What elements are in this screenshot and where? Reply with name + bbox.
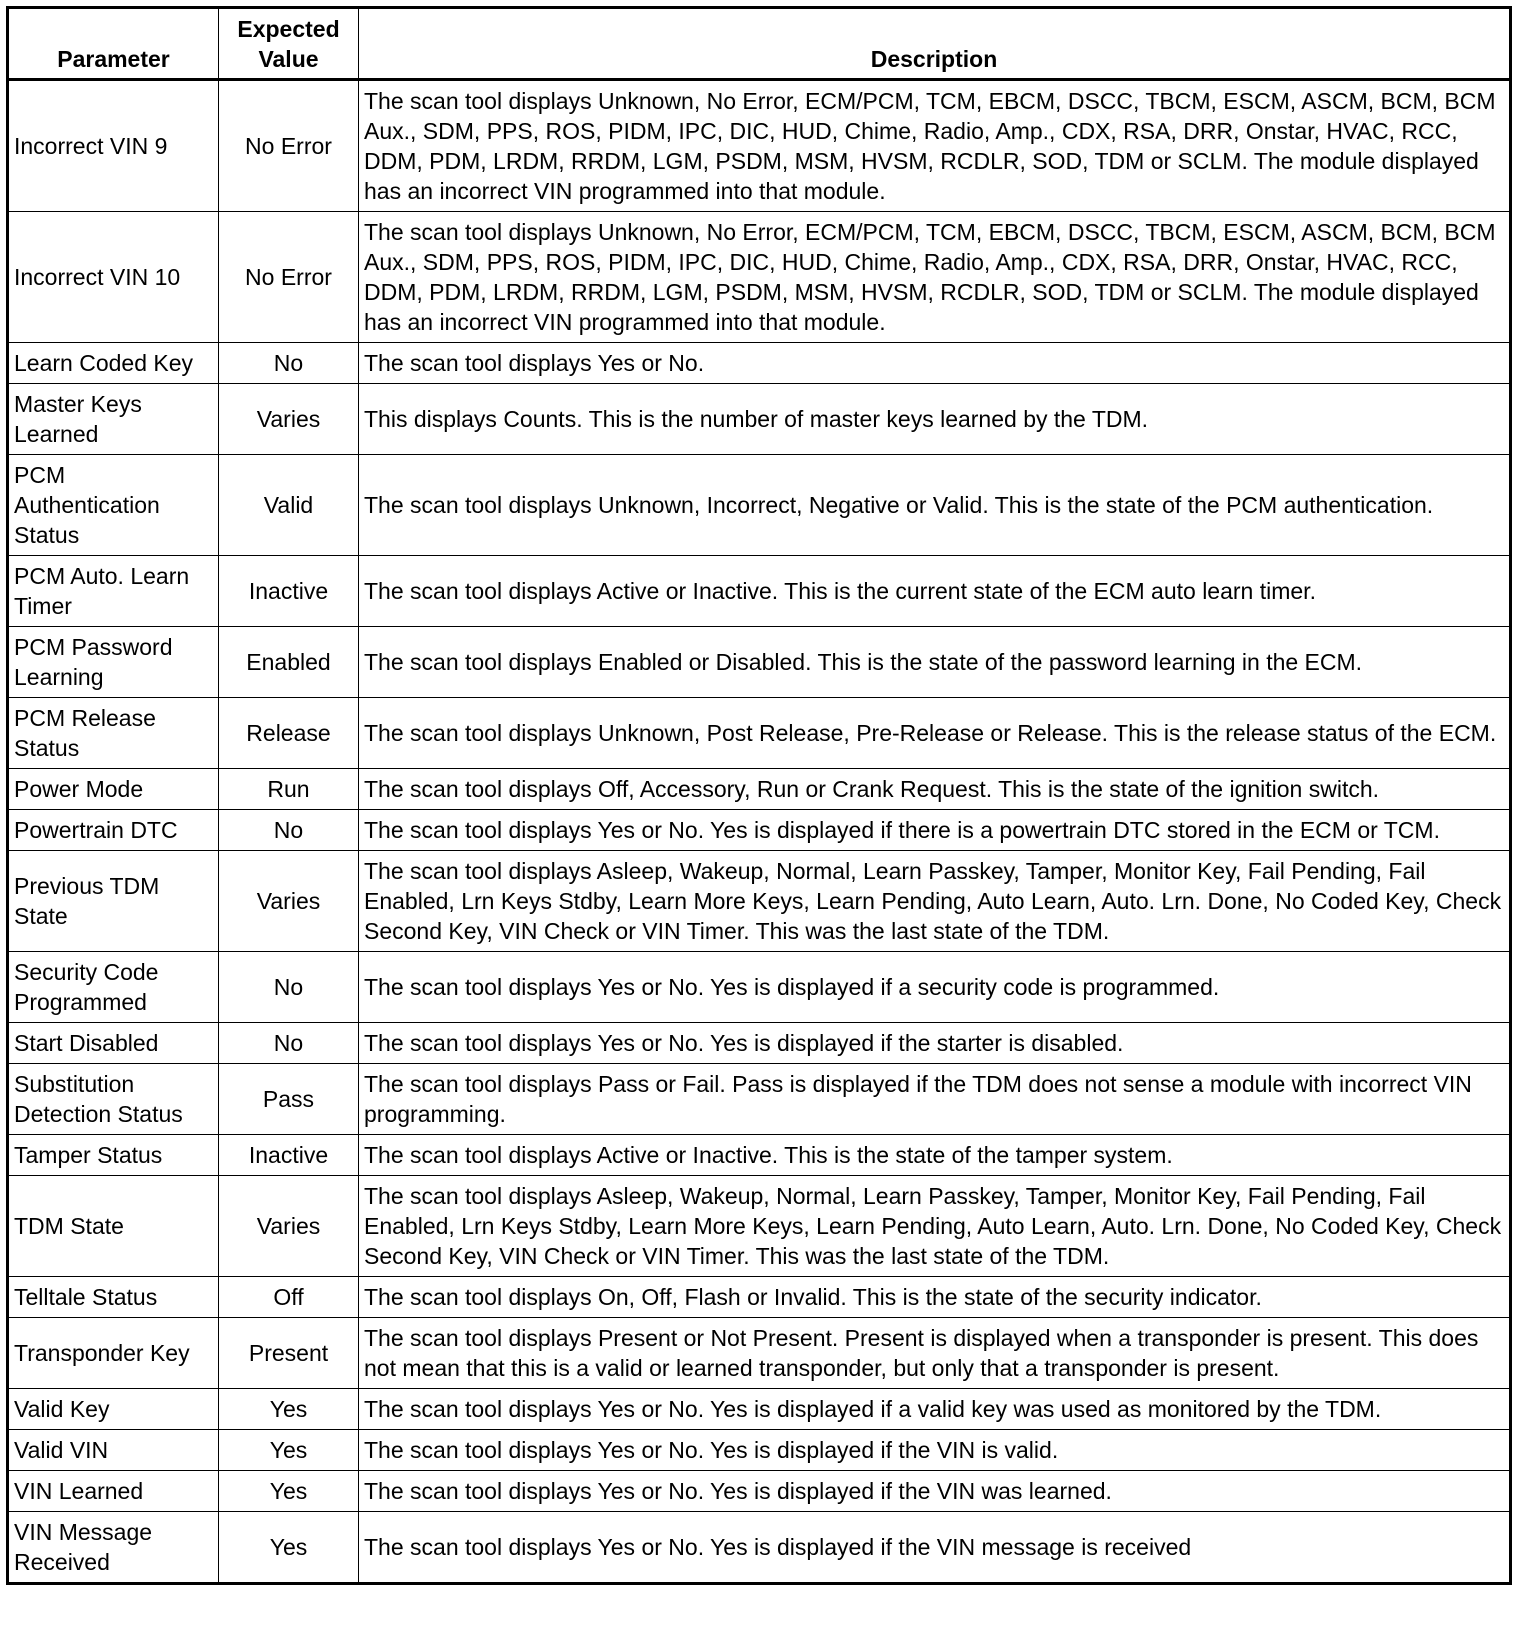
table-row [8,1512,1511,1584]
description-cell: The scan tool displays Pass or Fail. Pass is displayed if the TDM does not sense a module with incorrect VIN programming. [359,1064,1511,1135]
parameter-cell: TDM State [8,1176,219,1277]
expected-value-cell: Varies [219,384,359,455]
description-cell: The scan tool displays Yes or No. [359,343,1511,384]
description-cell: The scan tool displays Present or Not Present. Present is displayed when a transponder is present. This does not mean that this is a valid or learned transponder, but only that a transponder is present. [359,1318,1511,1389]
expected-value-cell: Run [219,769,359,810]
table-row [8,384,1511,455]
expected-value-cell: Inactive [219,1135,359,1176]
header-parameter: Parameter [8,8,219,80]
parameter-cell: Valid Key [8,1389,219,1430]
expected-value-cell: No Error [219,80,359,212]
parameter-cell: Powertrain DTC [8,810,219,851]
parameter-cell: Start Disabled [8,1023,219,1064]
table-row [8,1064,1511,1135]
table-row [8,1430,1511,1471]
table-row [8,1277,1511,1318]
parameter-cell: PCM Auto. Learn Timer [8,556,219,627]
table-row [8,1318,1511,1389]
parameter-cell: VIN Message Received [8,1512,219,1584]
description-cell: The scan tool displays On, Off, Flash or Invalid. This is the state of the security indicator. [359,1277,1511,1318]
table-row [8,627,1511,698]
description-cell: The scan tool displays Yes or No. Yes is displayed if the starter is disabled. [359,1023,1511,1064]
description-cell: The scan tool displays Yes or No. Yes is displayed if the VIN is valid. [359,1430,1511,1471]
table-row [8,1176,1511,1277]
expected-value-cell: No [219,343,359,384]
table-row [8,1135,1511,1176]
description-cell: The scan tool displays Yes or No. Yes is displayed if a security code is programmed. [359,952,1511,1023]
description-cell: The scan tool displays Asleep, Wakeup, Normal, Learn Passkey, Tamper, Monitor Key, Fail Pending, Fail Enabled, Lrn Keys Stdby, Learn More Keys, Learn Pending, Auto Learn, Auto. Lrn. Done, No Coded Key, Check Second Key, VIN Check or VIN Timer. This was the last state of the TDM. [359,851,1511,952]
description-cell: This displays Counts. This is the number of master keys learned by the TDM. [359,384,1511,455]
table-row [8,80,1511,212]
parameter-table [6,6,1512,1585]
expected-value-cell: Enabled [219,627,359,698]
expected-value-cell: Varies [219,1176,359,1277]
parameter-cell: Incorrect VIN 10 [8,212,219,343]
expected-value-cell: Yes [219,1512,359,1584]
description-cell: The scan tool displays Yes or No. Yes is displayed if the VIN message is received [359,1512,1511,1584]
table-row [8,343,1511,384]
expected-value-cell: No [219,810,359,851]
parameter-cell: VIN Learned [8,1471,219,1512]
parameter-cell: Security Code Programmed [8,952,219,1023]
expected-value-cell: No [219,952,359,1023]
expected-value-cell: No [219,1023,359,1064]
header-description: Description [359,8,1511,80]
parameter-cell: PCM Authentication Status [8,455,219,556]
table-row [8,1023,1511,1064]
parameter-cell: Power Mode [8,769,219,810]
parameter-cell: Tamper Status [8,1135,219,1176]
description-cell: The scan tool displays Yes or No. Yes is displayed if the VIN was learned. [359,1471,1511,1512]
description-cell: The scan tool displays Yes or No. Yes is displayed if there is a powertrain DTC stored in the ECM or TCM. [359,810,1511,851]
expected-value-cell: No Error [219,212,359,343]
expected-value-cell: Present [219,1318,359,1389]
table-row [8,212,1511,343]
description-cell: The scan tool displays Active or Inactive. This is the state of the tamper system. [359,1135,1511,1176]
description-cell: The scan tool displays Yes or No. Yes is displayed if a valid key was used as monitored by the TDM. [359,1389,1511,1430]
expected-value-cell: Yes [219,1430,359,1471]
parameter-cell: Learn Coded Key [8,343,219,384]
description-cell: The scan tool displays Unknown, Post Release, Pre-Release or Release. This is the release status of the ECM. [359,698,1511,769]
table-row [8,769,1511,810]
description-cell: The scan tool displays Enabled or Disabled. This is the state of the password learning in the ECM. [359,627,1511,698]
table-row [8,810,1511,851]
parameter-cell: Previous TDM State [8,851,219,952]
table-row [8,952,1511,1023]
expected-value-cell: Release [219,698,359,769]
header-expected-value: Expected Value [219,8,359,80]
description-cell: The scan tool displays Asleep, Wakeup, Normal, Learn Passkey, Tamper, Monitor Key, Fail Pending, Fail Enabled, Lrn Keys Stdby, Learn More Keys, Learn Pending, Auto Learn, Auto. Lrn. Done, No Coded Key, Check Second Key, VIN Check or VIN Timer. This was the last state of the TDM. [359,1176,1511,1277]
description-cell: The scan tool displays Unknown, No Error, ECM/PCM, TCM, EBCM, DSCC, TBCM, ESCM, ASCM, BCM, BCM Aux., SDM, PPS, ROS, PIDM, IPC, DIC, HUD, Chime, Radio, Amp., CDX, RSA, DRR, Onstar, HVAC, RCC, DDM, PDM, LRDM, RRDM, LGM, PSDM, MSM, HVSM, RCDLR, SOD, TDM or SCLM. The module displayed has an incorrect VIN programmed into that module. [359,80,1511,212]
description-cell: The scan tool displays Active or Inactive. This is the current state of the ECM auto learn timer. [359,556,1511,627]
expected-value-cell: Yes [219,1471,359,1512]
expected-value-cell: Off [219,1277,359,1318]
table-row [8,556,1511,627]
parameter-cell: Master Keys Learned [8,384,219,455]
parameter-cell: PCM Password Learning [8,627,219,698]
parameter-cell: Incorrect VIN 9 [8,80,219,212]
description-cell: The scan tool displays Unknown, No Error, ECM/PCM, TCM, EBCM, DSCC, TBCM, ESCM, ASCM, BCM, BCM Aux., SDM, PPS, ROS, PIDM, IPC, DIC, HUD, Chime, Radio, Amp., CDX, RSA, DRR, Onstar, HVAC, RCC, DDM, PDM, LRDM, RRDM, LGM, PSDM, MSM, HVSM, RCDLR, SOD, TDM or SCLM. The module displayed has an incorrect VIN programmed into that module. [359,212,1511,343]
table-row [8,1389,1511,1430]
description-cell: The scan tool displays Unknown, Incorrect, Negative or Valid. This is the state of the PCM authentication. [359,455,1511,556]
table-row [8,1471,1511,1512]
expected-value-cell: Pass [219,1064,359,1135]
header-row [8,8,1511,80]
parameter-cell: Valid VIN [8,1430,219,1471]
parameter-cell: Transponder Key [8,1318,219,1389]
parameter-cell: Substitution Detection Status [8,1064,219,1135]
expected-value-cell: Inactive [219,556,359,627]
parameter-cell: Telltale Status [8,1277,219,1318]
expected-value-cell: Valid [219,455,359,556]
table-row [8,851,1511,952]
expected-value-cell: Yes [219,1389,359,1430]
table-row [8,698,1511,769]
parameter-cell: PCM Release Status [8,698,219,769]
table-row [8,455,1511,556]
description-cell: The scan tool displays Off, Accessory, Run or Crank Request. This is the state of the ignition switch. [359,769,1511,810]
expected-value-cell: Varies [219,851,359,952]
